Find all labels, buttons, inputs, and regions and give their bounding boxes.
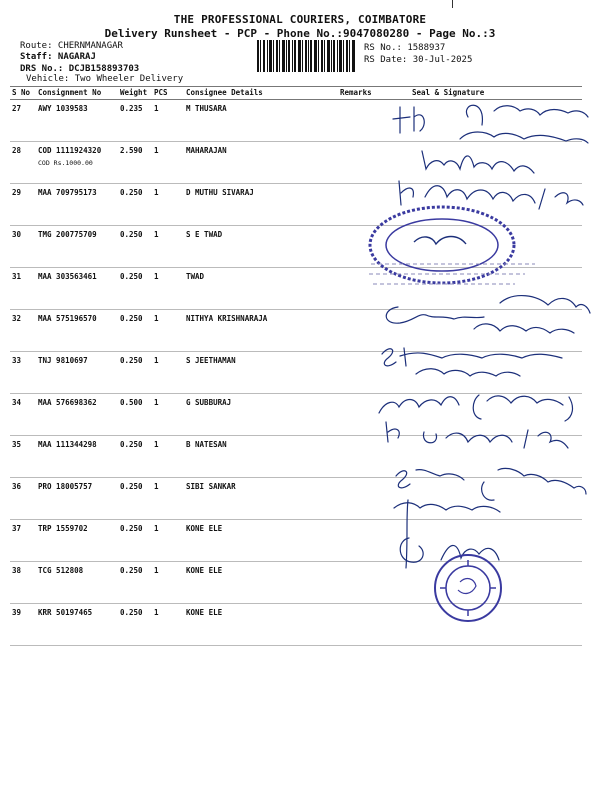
row-consignee: NITHYA KRISHNARAJA	[184, 310, 338, 352]
row-sno: 36	[10, 478, 36, 520]
row-pcs: 1	[152, 394, 184, 436]
row-consignee: TWAD	[184, 268, 338, 310]
row-consignment: TRP 1559702	[36, 520, 118, 562]
runsheet-subtitle: Delivery Runsheet - PCP - Phone No.:9047080280 - Page No.:3	[104, 27, 496, 40]
rs-date: RS Date: 30-Jul-2025	[364, 55, 473, 65]
row-weight: 0.500	[118, 394, 152, 436]
signature-row-36	[388, 462, 588, 517]
drs-number: DRS No.: DCJB158893703	[20, 64, 140, 74]
row-pcs: 1	[152, 520, 184, 562]
rs-number: RS No.: 1588937	[364, 43, 446, 53]
row-consignment	[36, 142, 118, 184]
top-tick-mark	[452, 0, 453, 8]
row-weight: 0.250	[118, 268, 152, 310]
row-consignment: PRO 18005757	[36, 478, 118, 520]
barcode	[257, 40, 355, 72]
row-sno: 39	[10, 604, 36, 646]
row-consignee: G SUBBURAJ	[184, 394, 338, 436]
row-consignee: S JEETHAMAN	[184, 352, 338, 394]
row-pcs: 1	[152, 310, 184, 352]
row-remarks	[338, 478, 394, 520]
row-consignment: TNJ 9810697	[36, 352, 118, 394]
row-consignment: TMG 200775709	[36, 226, 118, 268]
row-consignee: M THUSARA	[184, 100, 338, 142]
row-weight: 0.250	[118, 310, 152, 352]
row-sno: 37	[10, 520, 36, 562]
row-weight: 0.235	[118, 100, 152, 142]
row-weight: 0.250	[118, 478, 152, 520]
row-pcs: 1	[152, 100, 184, 142]
row-weight: 2.590	[118, 142, 152, 184]
row-consignment: MAA 111344298	[36, 436, 118, 478]
row-remarks	[338, 520, 394, 562]
row-weight: 0.250	[118, 436, 152, 478]
row-consignment: AWY 1039583	[36, 100, 118, 142]
signature-row-33	[378, 340, 578, 380]
row-weight: 0.250	[118, 520, 152, 562]
row-sno: 28	[10, 142, 36, 184]
row-consignee: S E TWAD	[184, 226, 338, 268]
row-pcs: 1	[152, 184, 184, 226]
row-consignee: KONE ELE	[184, 520, 338, 562]
row-consignment: KRR 50197465	[36, 604, 118, 646]
row-pcs: 1	[152, 478, 184, 520]
col-consignee: Consignee Details	[184, 87, 338, 100]
row-sno: 38	[10, 562, 36, 604]
row-sno: 29	[10, 184, 36, 226]
col-pcs: PCS	[152, 87, 184, 100]
col-signature: Seal & Signature	[394, 87, 582, 100]
row-consignee: KONE ELE	[184, 562, 338, 604]
row-consignment: MAA 709795173	[36, 184, 118, 226]
row-consignee: B NATESAN	[184, 436, 338, 478]
row-pcs: 1	[152, 352, 184, 394]
row-consignee: KONE ELE	[184, 604, 338, 646]
row-sno: 30	[10, 226, 36, 268]
row-remarks	[338, 100, 394, 142]
company-title: THE PROFESSIONAL COURIERS, COIMBATORE	[173, 13, 427, 26]
signature-row-32	[378, 285, 593, 335]
row-pcs: 1	[152, 268, 184, 310]
row-weight: 0.250	[118, 604, 152, 646]
row-consignee: MAHARAJAN	[184, 142, 338, 184]
col-consignment: Consignment No	[36, 87, 118, 100]
row-weight: 0.250	[118, 184, 152, 226]
row-sno: 27	[10, 100, 36, 142]
row-consignment: MAA 303563461	[36, 268, 118, 310]
row-sno: 34	[10, 394, 36, 436]
col-sno: S No	[10, 87, 36, 100]
row-weight: 0.250	[118, 562, 152, 604]
vehicle-label: Vehicle: Two Wheeler Delivery	[26, 74, 184, 84]
row-sno: 33	[10, 352, 36, 394]
staff-label: Staff: NAGARAJ	[20, 52, 96, 62]
row-weight: 0.250	[118, 352, 152, 394]
row-consignee: SIBI SANKAR	[184, 478, 338, 520]
row-pcs: 1	[152, 226, 184, 268]
cod-amount: COD Rs.1000.00	[38, 159, 93, 167]
row-consignment: MAA 575196570	[36, 310, 118, 352]
row-remarks	[338, 562, 394, 604]
row-pcs: 1	[152, 142, 184, 184]
col-remarks: Remarks	[338, 87, 394, 100]
row-remarks	[338, 604, 394, 646]
row-remarks	[338, 142, 394, 184]
row-consignment: MAA 576698362	[36, 394, 118, 436]
kone-company-stamp	[432, 552, 504, 624]
row-pcs: 1	[152, 604, 184, 646]
col-weight: Weight	[118, 87, 152, 100]
row-weight: 0.250	[118, 226, 152, 268]
signature-row-35	[380, 418, 580, 456]
row-consignment: TCG 512808	[36, 562, 118, 604]
row-pcs: 1	[152, 562, 184, 604]
row-sno: 32	[10, 310, 36, 352]
consignment-number: COD 1111924320	[38, 146, 102, 155]
row-sno: 35	[10, 436, 36, 478]
row-pcs: 1	[152, 436, 184, 478]
row-sno: 31	[10, 268, 36, 310]
row-consignee: D MUTHU SIVARAJ	[184, 184, 338, 226]
route-label: Route: CHERNMANAGAR	[20, 41, 123, 51]
